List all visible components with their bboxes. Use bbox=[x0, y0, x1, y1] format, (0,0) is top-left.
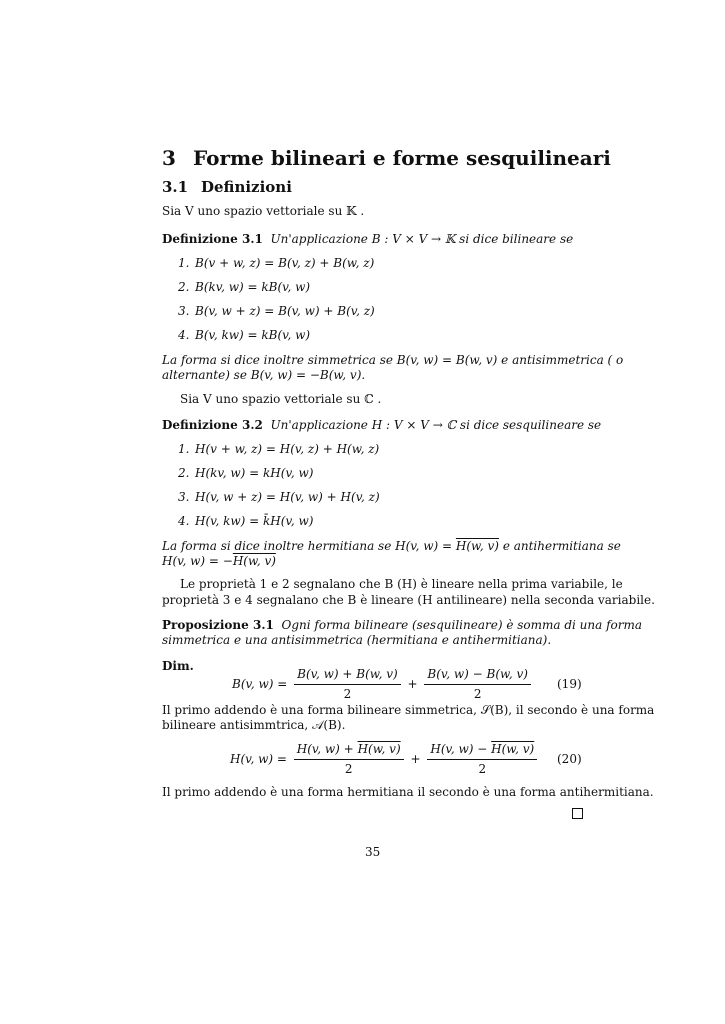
intro-vector-space-k: Sia V uno spazio vettoriale su 𝕂 . bbox=[162, 204, 365, 218]
item-expression: B(kv, w) = kB(v, w) bbox=[195, 280, 311, 294]
conjugate-expression: H(w, v) bbox=[357, 742, 401, 756]
list-item bbox=[178, 442, 379, 456]
conjugate-expression: H(w, v) bbox=[455, 539, 499, 553]
equation-19 bbox=[232, 666, 534, 703]
item-expression: B(v, w + z) = B(v, w) + B(v, z) bbox=[195, 304, 375, 318]
list-item bbox=[178, 514, 313, 528]
equation-lhs: B(v, w) = bbox=[232, 677, 288, 691]
equation-20 bbox=[230, 741, 540, 778]
paragraph-2-line-2: bilineare antisimmtrica, 𝒜(B). bbox=[162, 718, 346, 732]
item-expression: H(v, kw) = k̄H(v, w) bbox=[195, 514, 314, 528]
item-number: 4. bbox=[178, 514, 190, 528]
item-expression: H(v + w, z) = H(v, z) + H(w, z) bbox=[195, 442, 380, 456]
fraction bbox=[294, 666, 401, 703]
item-expression: H(v, w + z) = H(v, w) + H(v, z) bbox=[195, 490, 380, 504]
definition-label: Definizione 3.2 bbox=[162, 418, 263, 432]
subsection-title: Definizioni bbox=[201, 178, 292, 196]
subsection-number: 3.1 bbox=[162, 178, 189, 196]
numerator-part: H(v, w) − bbox=[430, 742, 492, 756]
qed-square-icon bbox=[572, 808, 583, 819]
conjugate-expression: H(w, v) bbox=[232, 554, 276, 568]
item-number: 2. bbox=[178, 466, 190, 480]
definition-note-line-2 bbox=[162, 553, 276, 570]
conjugate-expression: H(w, v) bbox=[491, 742, 535, 756]
item-number: 3. bbox=[178, 304, 190, 318]
fraction-numerator bbox=[294, 741, 404, 760]
fraction-numerator: B(v, w) − B(w, v) bbox=[424, 666, 531, 685]
item-expression: B(v, kw) = kB(v, w) bbox=[195, 328, 311, 342]
note-text: La forma si dice inoltre hermitiana se H(v, w) = bbox=[162, 539, 456, 553]
item-expression: H(kv, w) = kH(v, w) bbox=[195, 466, 314, 480]
fraction-denominator: 2 bbox=[343, 687, 352, 701]
proposition-text-line-2: simmetrica e una antisimmetrica (hermitiana e antihermitiana). bbox=[162, 633, 552, 647]
fraction-denominator: 2 bbox=[478, 762, 487, 776]
definition-text: Un'applicazione H : V × V → ℂ si dice sesquilineare se bbox=[270, 418, 602, 432]
definition-note-line-2: alternante) se B(v, w) = −B(w, v). bbox=[162, 368, 366, 382]
section-title: Forme bilineari e forme sesquilineari bbox=[193, 146, 611, 170]
definition-text: Un'applicazione B : V × V → 𝕂 si dice bilineare se bbox=[270, 232, 574, 246]
section-number: 3 bbox=[162, 146, 176, 170]
fraction bbox=[294, 741, 404, 778]
list-item bbox=[178, 280, 310, 294]
definition-note-line-1: La forma si dice inoltre simmetrica se B(v, w) = B(w, v) e antisimmetrica ( o bbox=[162, 353, 624, 367]
note-text: e antihermitiana se bbox=[499, 539, 621, 553]
list-item bbox=[178, 256, 374, 270]
item-number: 2. bbox=[178, 280, 190, 294]
plus-sign: + bbox=[410, 752, 421, 766]
paragraph-1-line-1: Le proprietà 1 e 2 segnalano che B (H) è lineare nella prima variabile, le bbox=[180, 577, 623, 591]
list-item bbox=[178, 466, 313, 480]
equation-lhs: H(v, w) = bbox=[230, 752, 287, 766]
paragraph-3: Il primo addendo è una forma hermitiana il secondo è una forma antihermitiana. bbox=[162, 785, 654, 799]
item-number: 4. bbox=[178, 328, 190, 342]
item-number: 3. bbox=[178, 490, 190, 504]
item-number: 1. bbox=[178, 442, 190, 456]
numerator-part: H(v, w) + bbox=[296, 742, 358, 756]
list-item bbox=[178, 490, 380, 504]
fraction bbox=[427, 741, 537, 778]
page-number: 35 bbox=[365, 845, 381, 859]
plus-sign: + bbox=[407, 677, 418, 691]
list-item bbox=[178, 328, 310, 342]
proof-label: Dim. bbox=[162, 659, 194, 673]
paragraph-1-line-2: proprietà 3 e 4 segnalano che B è lineare (H antilineare) nella seconda variabile. bbox=[162, 593, 655, 607]
proposition-label: Proposizione 3.1 bbox=[162, 618, 274, 632]
definition-label: Definizione 3.1 bbox=[162, 232, 263, 246]
fraction-denominator: 2 bbox=[473, 687, 482, 701]
item-number: 1. bbox=[178, 256, 190, 270]
item-expression: B(v + w, z) = B(v, z) + B(w, z) bbox=[195, 256, 375, 270]
fraction-denominator: 2 bbox=[344, 762, 353, 776]
intro-vector-space-c: Sia V uno spazio vettoriale su ℂ . bbox=[180, 392, 382, 406]
paragraph-2-line-1: Il primo addendo è una forma bilineare simmetrica, 𝒮(B), il secondo è una forma bbox=[162, 703, 655, 717]
definition-3-1 bbox=[162, 231, 573, 248]
fraction bbox=[424, 666, 531, 703]
proposition-text: Ogni forma bilineare (sesquilineare) è somma di una forma bbox=[281, 618, 643, 632]
fraction-numerator: B(v, w) + B(w, v) bbox=[294, 666, 401, 685]
note-text: H(v, w) = − bbox=[162, 554, 233, 568]
equation-number: (19) bbox=[557, 677, 582, 691]
fraction-numerator bbox=[427, 741, 537, 760]
list-item bbox=[178, 304, 375, 318]
definition-3-2 bbox=[162, 417, 601, 434]
equation-number: (20) bbox=[557, 752, 582, 766]
